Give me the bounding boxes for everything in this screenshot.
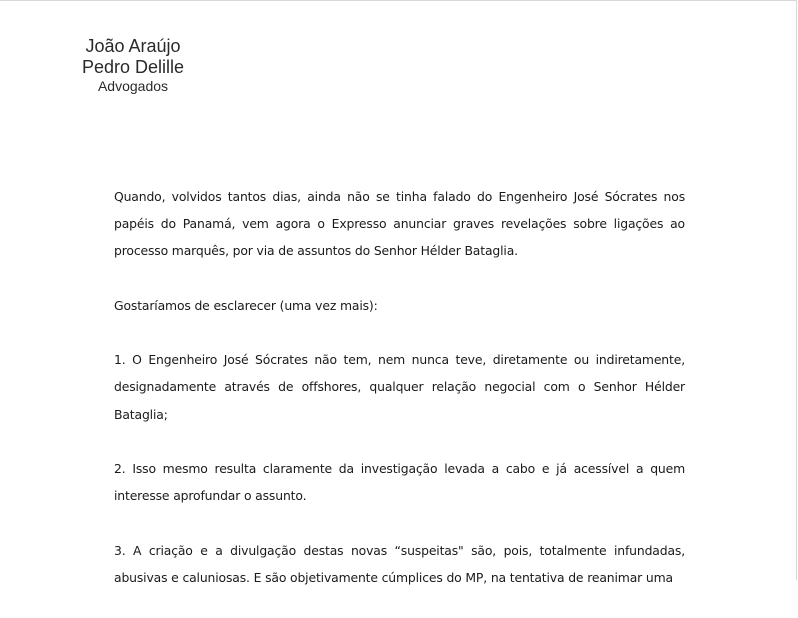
paragraph-clarify: Gostaríamos de esclarecer (uma vez mais): (114, 297, 378, 313)
letter-body (114, 183, 685, 618)
letterhead (70, 36, 196, 94)
paragraph-intro: Quando, volvidos tantos dias, ainda não se tinha falado do Engenheiro José Sócrates nos papéis do Panamá, vem agora o Expresso anunciar graves revelações sobre ligações ao processo marquês, por via de assuntos do Senhor Hélder Bataglia. (114, 189, 685, 259)
letterhead-name-2: Pedro Delille (81, 57, 185, 77)
paragraph-point-2: 2. Isso mesmo resulta claramente da investigação levada a cabo e já acessível a quem interesse aprofundar o assunto. (114, 460, 685, 504)
letterhead-firm: Advogados (97, 78, 169, 94)
paragraph-point-3: 3. A criação e a divulgação destas novas “suspeitas" são, pois, totalmente infundadas, abusivas e caluniosas. E são objetivamente cúmplices do MP, na tentativa de reanimar uma (114, 542, 685, 585)
letterhead-name-1: João Araújo (85, 36, 181, 56)
paragraph-point-1: 1. O Engenheiro José Sócrates não tem, nem nunca teve, diretamente ou indiretamente, designadamente através de offshores, qualquer relação negocial com o Senhor Hélder Bataglia; (114, 352, 685, 422)
